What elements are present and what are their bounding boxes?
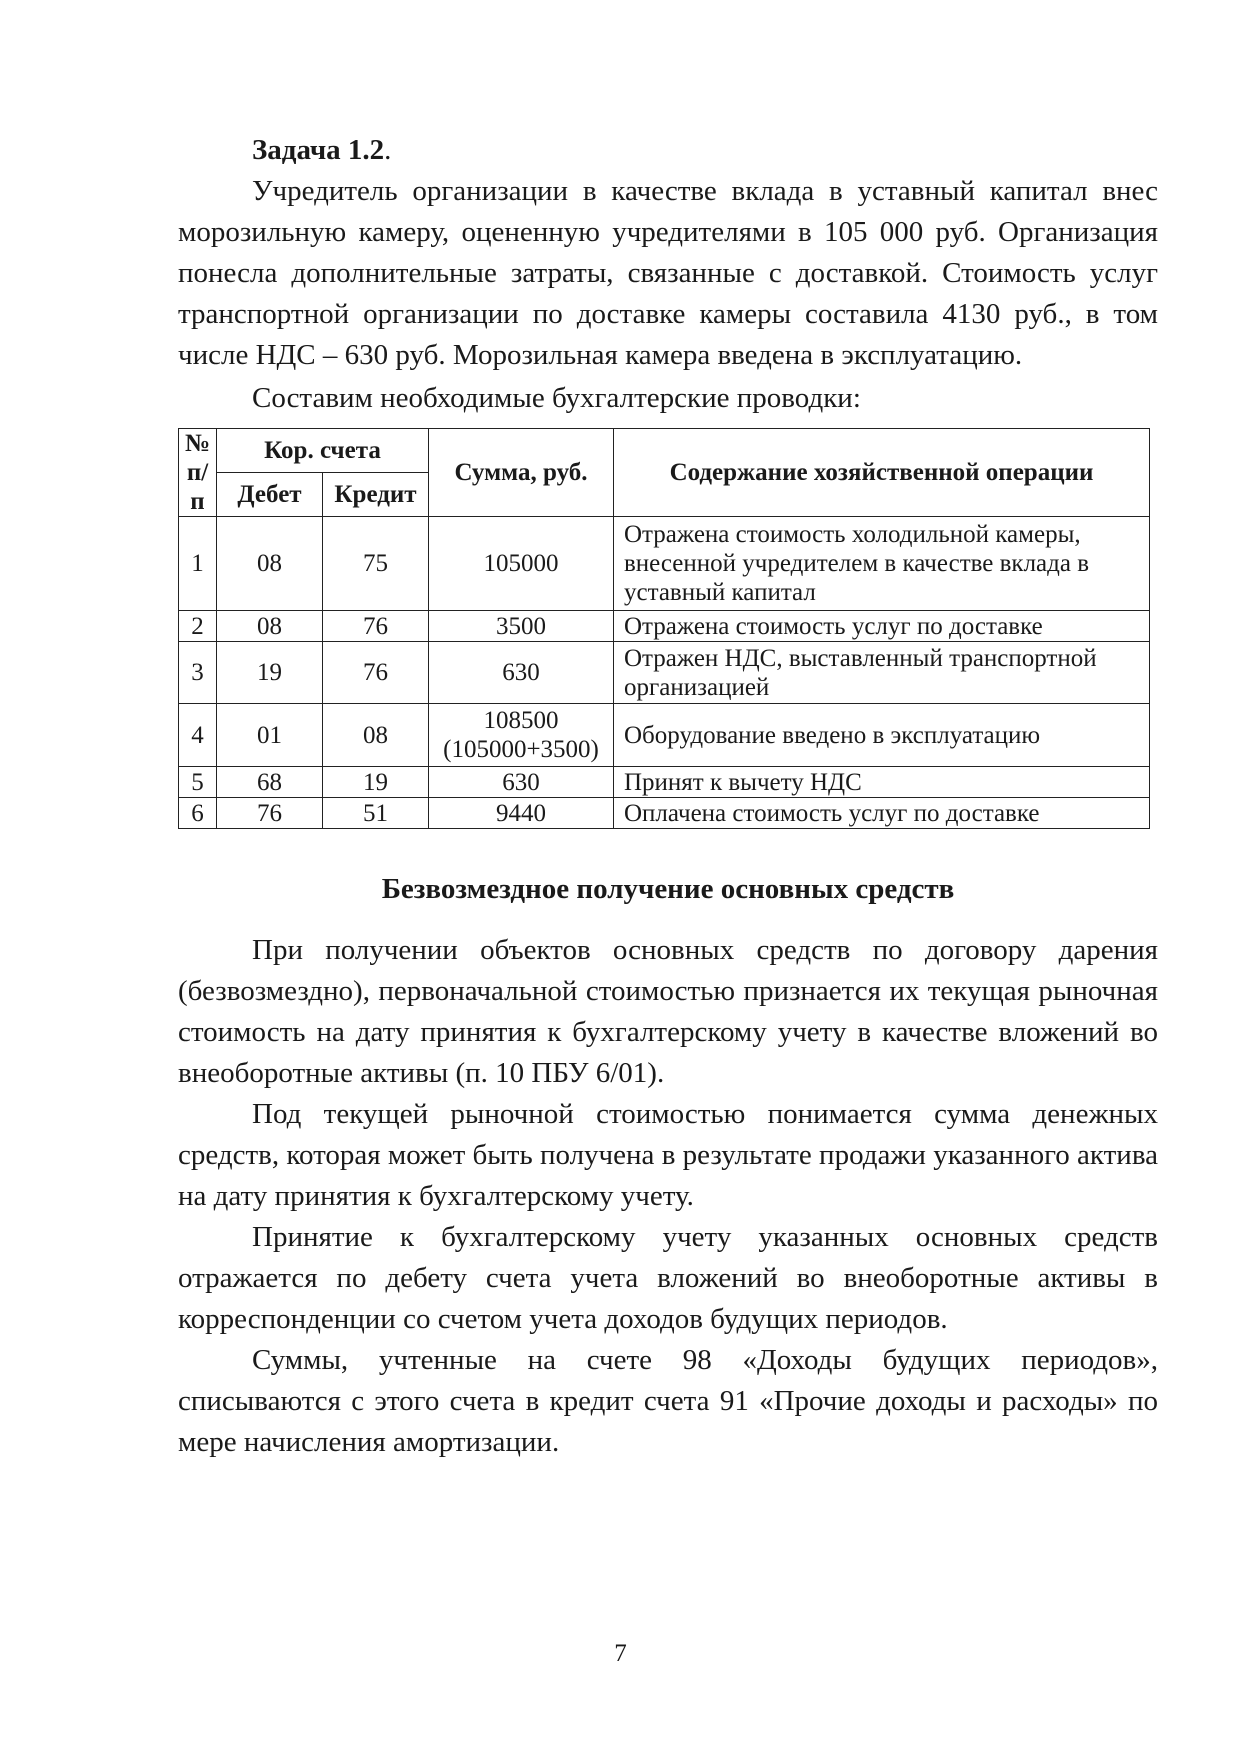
row-content: Отражен НДС, выставленный транспортной организацией [614,642,1150,704]
section-paragraph-2: Под текущей рыночной стоимостью понимается сумма денежных средств, которая может быть получена в результате продажи указанного актива на дату принятия к бухгалтерскому учету. [178,1098,1158,1212]
table-row [179,704,1150,767]
row-debit: 19 [217,642,323,704]
page-number: 7 [614,1640,627,1667]
row-number: 4 [179,704,217,767]
header-credit: Кредит [323,473,429,517]
document-page [178,130,1158,1463]
header-content: Содержание хозяйственной операции [614,429,1150,517]
table-row [179,611,1150,642]
row-amount: 9440 [429,798,614,829]
row-amount: 630 [429,767,614,798]
row-content: Отражена стоимость услуг по доставке [614,611,1150,642]
row-debit: 01 [217,704,323,767]
row-amount-note: (105000+3500) [443,736,599,763]
header-accounts: Кор. счета [217,429,429,473]
row-debit: 76 [217,798,323,829]
row-amount: 3500 [429,611,614,642]
row-number: 2 [179,611,217,642]
table-intro: Составим необходимые бухгалтерские проводки: [252,382,861,414]
section-title: Безвозмездное получение основных средств [381,873,955,905]
table-row [179,767,1150,798]
table-row [179,642,1150,704]
task-title-suffix: . [384,134,392,166]
task-paragraph: Учредитель организации в качестве вклада в уставный капитал внес морозильную камеру, оцененную учредителями в 105 000 руб. Организация понесла дополнительные затраты, связанные с доставкой. Стоимость услуг транспортной организации по доставке камеры составила 4130 руб., в том числе НДС – 630 руб. Морозильная камера введена в эксплуатацию. [178,175,1158,371]
row-number: 6 [179,798,217,829]
row-debit: 68 [217,767,323,798]
row-credit: 51 [323,798,429,829]
row-number: 5 [179,767,217,798]
row-content: Принят к вычету НДС [614,767,1150,798]
row-number: 3 [179,642,217,704]
task-title-text: Задача 1.2 [252,134,385,166]
table-row [179,798,1150,829]
accounting-entries-table [178,428,1150,829]
row-credit: 08 [323,704,429,767]
header-debit: Дебет [217,473,323,517]
row-amount: 105000 [429,517,614,611]
section-paragraph-4: Суммы, учтенные на счете 98 «Доходы будущих периодов», списываются с этого счета в кредит счета 91 «Прочие доходы и расходы» по мере начисления амортизации. [178,1344,1158,1458]
row-amount: 630 [429,642,614,704]
section-paragraph-3: Принятие к бухгалтерскому учету указанных основных средств отражается по дебету счета учета вложений во внеоборотные активы в корреспонденции со счетом учета доходов будущих периодов. [178,1221,1158,1335]
table-row [179,517,1150,611]
task-title [178,130,1158,171]
row-credit: 76 [323,642,429,704]
row-credit: 76 [323,611,429,642]
header-number [179,429,217,517]
row-content: Отражена стоимость холодильной камеры, внесенной учредителем в качестве вклада в уставный капитал [614,517,1150,611]
row-amount [429,704,614,767]
row-credit: 19 [323,767,429,798]
row-amount-value: 108500 [483,707,559,734]
row-content: Оплачена стоимость услуг по доставке [614,798,1150,829]
row-content: Оборудование введено в эксплуатацию [614,704,1150,767]
row-debit: 08 [217,611,323,642]
header-amount: Сумма, руб. [429,429,614,517]
header-number-line2: п/п [186,459,209,515]
section-paragraph-1: При получении объектов основных средств по договору дарения (безвозмездно), первоначальной стоимостью признается их текущая рыночная стоимость на дату принятия к бухгалтерскому учету в качестве вложений во внеоборотные активы (п. 10 ПБУ 6/01). [178,934,1158,1089]
header-number-line1: № [184,430,211,457]
row-credit: 75 [323,517,429,611]
row-number: 1 [179,517,217,611]
row-debit: 08 [217,517,323,611]
